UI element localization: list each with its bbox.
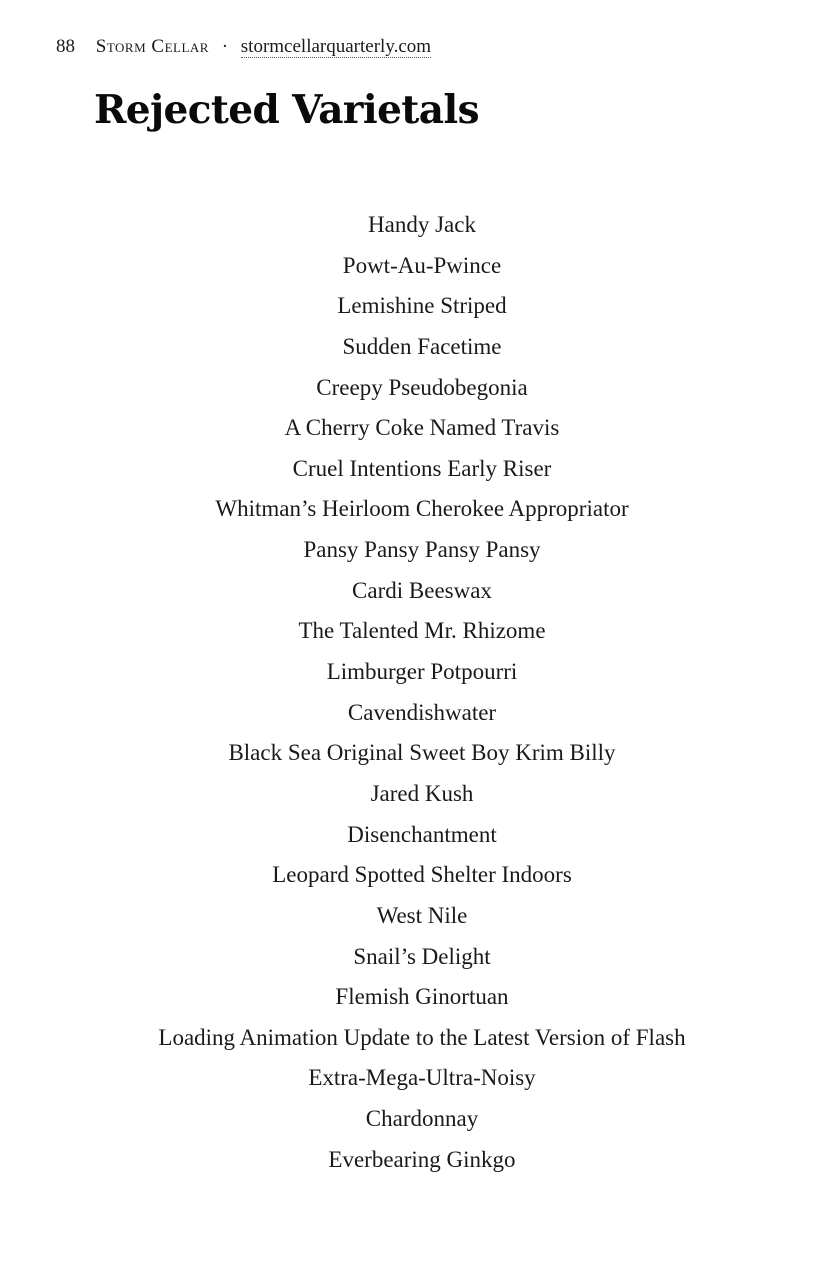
- list-item: Flemish Ginortuan: [335, 984, 509, 1010]
- list-item: Cavendishwater: [347, 699, 497, 725]
- list-item: Disenchantment: [347, 821, 497, 847]
- list-item: Chardonnay: [365, 1106, 479, 1132]
- list-item: Leopard Spotted Shelter Indoors: [272, 862, 572, 888]
- list-item: A Cherry Coke Named Travis: [284, 415, 560, 441]
- list-item: Black Sea Original Sweet Boy Krim Billy: [228, 740, 616, 766]
- list-item: Handy Jack: [368, 212, 476, 237]
- list-item: Loading Animation Update to the Latest Version of Flash: [158, 1024, 686, 1050]
- list-item: Cruel Intentions Early Riser: [292, 455, 552, 481]
- page-number: 88: [56, 36, 75, 57]
- list-item: Extra-Mega-Ultra-Noisy: [308, 1065, 536, 1091]
- page-title: Rejected Varietals: [94, 87, 479, 133]
- list-item: West Nile: [376, 902, 468, 928]
- list-item: Powt-Au-Pwince: [342, 252, 502, 278]
- list-item: Lemishine Striped: [337, 293, 507, 319]
- varietal-list: [0, 205, 826, 1180]
- list-item: The Talented Mr. Rhizome: [298, 618, 546, 644]
- list-item: Cardi Beeswax: [352, 577, 492, 603]
- running-header: [56, 34, 431, 60]
- website-link[interactable]: stormcellarquarterly.com: [240, 36, 432, 57]
- journal-name: Storm Cellar: [95, 36, 209, 57]
- list-item: Creepy Pseudobegonia: [316, 374, 528, 400]
- list-item: Pansy Pansy Pansy Pansy: [303, 537, 541, 563]
- list-item: Limburger Potpourri: [326, 659, 518, 685]
- list-item: Jared Kush: [370, 780, 474, 806]
- list-item: Whitman’s Heirloom Cherokee Appropriator: [215, 496, 629, 522]
- list-item: Sudden Facetime: [342, 333, 502, 359]
- list-item: Snail’s Delight: [353, 943, 491, 969]
- list-item: Everbearing Ginkgo: [328, 1146, 516, 1172]
- header-separator: ·: [221, 36, 229, 57]
